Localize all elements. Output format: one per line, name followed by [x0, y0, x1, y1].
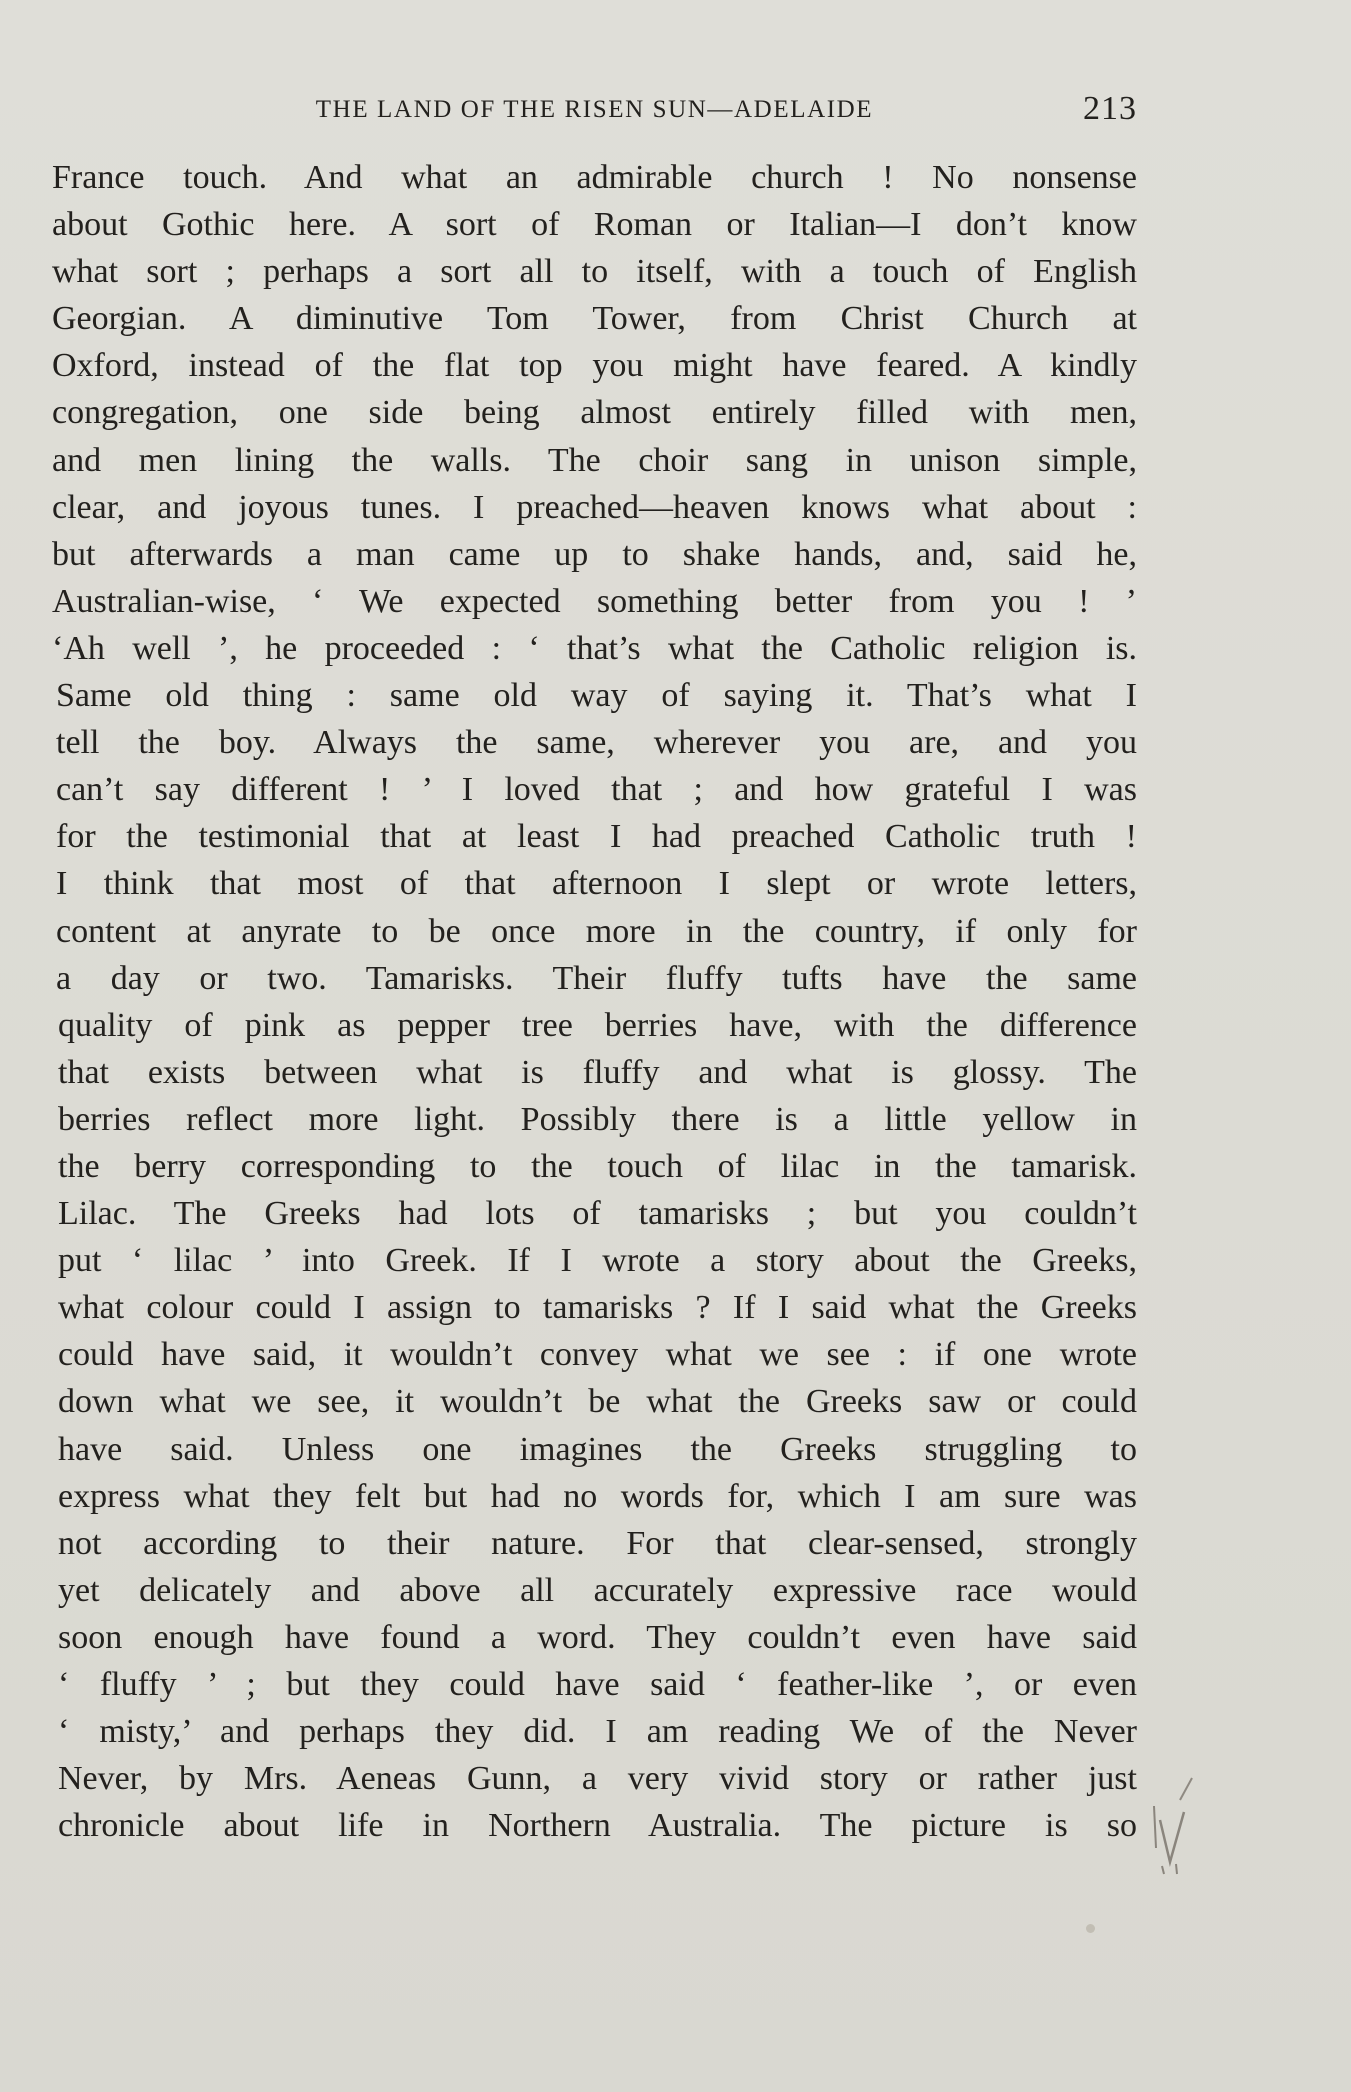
text-line: and men lining the walls. The choir sang in unison simple,	[52, 441, 1137, 479]
text-line: ‘ misty,’ and perhaps they did. I am reading We of the Never	[58, 1713, 1137, 1751]
text-line: yet delicately and above all accurately expressive race would	[58, 1571, 1137, 1609]
text-line: congregation, one side being almost entirely filled with men,	[52, 394, 1137, 432]
text-line: that exists between what is fluffy and what is glossy. The	[58, 1053, 1137, 1091]
text-line: Same old thing : same old way of saying it. That’s what I	[56, 677, 1137, 715]
text-line: tell the boy. Always the same, wherever you are, and you	[56, 724, 1137, 762]
body-text	[52, 154, 1137, 1849]
text-line: what colour could I assign to tamarisks ? If I said what the Greeks	[58, 1289, 1137, 1327]
text-line: Australian-wise, ‘ We expected something better from you ! ’	[52, 582, 1137, 620]
text-line: ‘ fluffy ’ ; but they could have said ‘ feather-like ’, or even	[58, 1666, 1137, 1703]
text-line: Georgian. A diminutive Tom Tower, from Christ Church at	[52, 300, 1137, 338]
text-line: chronicle about life in Northern Australia. The picture is so	[58, 1807, 1137, 1845]
text-line: ‘Ah well ’, he proceeded : ‘ that’s what the Catholic religion is.	[52, 629, 1137, 667]
pencil-mark-icon	[1140, 1770, 1210, 1880]
text-line: France touch. And what an admirable church ! No nonsense	[52, 159, 1137, 196]
text-line: soon enough have found a word. They couldn’t even have said	[58, 1618, 1137, 1656]
text-line: clear, and joyous tunes. I preached—heaven knows what about :	[52, 488, 1137, 526]
text-line: the berry corresponding to the touch of lilac in the tamarisk.	[58, 1147, 1137, 1185]
text-line: about Gothic here. A sort of Roman or Italian—I don’t know	[52, 206, 1137, 244]
text-line: content at anyrate to be once more in the country, if only for	[56, 912, 1137, 950]
text-line: what sort ; perhaps a sort all to itself, with a touch of English	[52, 253, 1137, 291]
text-line: but afterwards a man came up to shake hands, and, said he,	[52, 535, 1137, 573]
running-title: THE LAND OF THE RISEN SUN—ADELAIDE	[315, 96, 874, 123]
text-line: quality of pink as pepper tree berries have, with the difference	[58, 1006, 1137, 1044]
text-line: Lilac. The Greeks had lots of tamarisks ; but you couldn’t	[58, 1195, 1137, 1233]
text-line: I think that most of that afternoon I slept or wrote letters,	[56, 865, 1137, 903]
text-line: Never, by Mrs. Aeneas Gunn, a very vivid story or rather just	[58, 1760, 1137, 1798]
text-line: for the testimonial that at least I had preached Catholic truth !	[56, 818, 1137, 856]
text-line: Oxford, instead of the flat top you might have feared. A kindly	[52, 347, 1137, 385]
text-line: a day or two. Tamarisks. Their fluffy tufts have the same	[56, 959, 1137, 997]
text-line: express what they felt but had no words for, which I am sure was	[58, 1477, 1137, 1515]
text-line: berries reflect more light. Possibly there is a little yellow in	[58, 1100, 1137, 1138]
text-line: put ‘ lilac ’ into Greek. If I wrote a story about the Greeks,	[58, 1242, 1137, 1280]
text-line: could have said, it wouldn’t convey what we see : if one wrote	[58, 1336, 1137, 1374]
text-line: have said. Unless one imagines the Greeks struggling to	[58, 1430, 1137, 1468]
text-line: down what we see, it wouldn’t be what the Greeks saw or could	[58, 1383, 1137, 1421]
paper-speck	[1086, 1924, 1095, 1933]
text-line: not according to their nature. For that clear-sensed, strongly	[58, 1524, 1137, 1562]
running-head	[52, 92, 1137, 132]
page-number: 213	[1083, 90, 1137, 127]
text-line: can’t say different ! ’ I loved that ; and how grateful I was	[56, 771, 1137, 809]
